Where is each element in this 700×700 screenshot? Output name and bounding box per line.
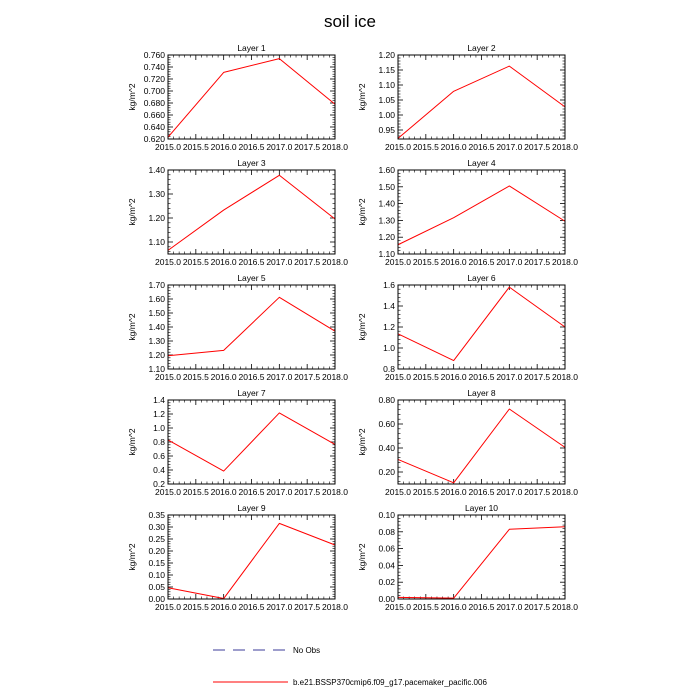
y-tick-label: 1.4 bbox=[383, 301, 395, 311]
x-tick-label: 2015.0 bbox=[155, 372, 181, 382]
x-tick-label: 2018.0 bbox=[552, 142, 578, 152]
y-tick-label: 0.8 bbox=[383, 364, 395, 374]
x-tick-label: 2015.5 bbox=[182, 602, 209, 612]
y-tick-label: 0.20 bbox=[148, 546, 165, 556]
y-tick-label: 1.30 bbox=[148, 189, 165, 199]
x-tick-label: 2016.0 bbox=[440, 142, 467, 152]
y-tick-label: 1.30 bbox=[148, 336, 165, 346]
y-tick-label: 0.40 bbox=[378, 443, 395, 453]
y-axis-label: kg/m^2 bbox=[127, 198, 137, 226]
x-tick-label: 2015.0 bbox=[385, 602, 411, 612]
x-tick-label: 2016.5 bbox=[468, 487, 495, 497]
x-tick-label: 2015.5 bbox=[412, 142, 439, 152]
y-tick-label: 0.620 bbox=[143, 134, 165, 144]
panel-title: Layer 10 bbox=[464, 503, 499, 513]
y-axis-label: kg/m^2 bbox=[357, 83, 367, 111]
x-tick-label: 2017.0 bbox=[266, 602, 293, 612]
panel-title: Layer 8 bbox=[467, 388, 496, 398]
x-tick-label: 2016.5 bbox=[468, 142, 495, 152]
x-tick-label: 2018.0 bbox=[552, 602, 578, 612]
x-tick-label: 2017.0 bbox=[266, 142, 293, 152]
y-tick-label: 1.2 bbox=[153, 409, 165, 419]
y-tick-label: 0.30 bbox=[148, 522, 165, 532]
y-axis-label: kg/m^2 bbox=[357, 313, 367, 341]
y-tick-label: 1.15 bbox=[378, 65, 395, 75]
x-tick-label: 2017.5 bbox=[294, 257, 321, 267]
y-axis-label: kg/m^2 bbox=[357, 543, 367, 571]
x-tick-label: 2016.0 bbox=[210, 602, 237, 612]
x-tick-label: 2016.0 bbox=[440, 602, 467, 612]
y-tick-label: 1.10 bbox=[148, 237, 165, 247]
y-tick-label: 1.0 bbox=[383, 343, 395, 353]
y-tick-label: 0.4 bbox=[153, 465, 165, 475]
y-tick-label: 0.05 bbox=[148, 582, 165, 592]
x-tick-label: 2018.0 bbox=[552, 257, 578, 267]
x-tick-label: 2015.5 bbox=[182, 372, 209, 382]
legend-label: No Obs bbox=[293, 646, 321, 655]
y-tick-label: 0.700 bbox=[143, 86, 165, 96]
x-tick-label: 2015.0 bbox=[385, 372, 411, 382]
panel-title: Layer 9 bbox=[237, 503, 266, 513]
y-tick-label: 1.0 bbox=[153, 423, 165, 433]
y-tick-label: 0.10 bbox=[148, 570, 165, 580]
y-tick-label: 0.680 bbox=[143, 98, 165, 108]
x-tick-label: 2015.0 bbox=[155, 142, 181, 152]
x-tick-label: 2016.0 bbox=[210, 487, 237, 497]
x-tick-label: 2016.0 bbox=[210, 372, 237, 382]
y-tick-label: 1.50 bbox=[378, 181, 395, 192]
x-tick-label: 2016.5 bbox=[468, 602, 495, 612]
y-axis-label: kg/m^2 bbox=[357, 198, 367, 226]
y-tick-label: 0.04 bbox=[378, 560, 395, 571]
y-tick-label: 0.6 bbox=[153, 451, 165, 461]
x-tick-label: 2018.0 bbox=[552, 372, 578, 382]
x-tick-label: 2015.0 bbox=[155, 257, 181, 267]
y-tick-label: 1.40 bbox=[148, 322, 165, 332]
y-tick-label: 1.20 bbox=[378, 50, 395, 60]
y-tick-label: 0.60 bbox=[378, 419, 395, 429]
y-tick-label: 0.25 bbox=[148, 534, 165, 544]
panel-title: Layer 6 bbox=[467, 273, 496, 283]
y-axis-label: kg/m^2 bbox=[127, 543, 137, 571]
y-tick-label: 1.10 bbox=[378, 80, 395, 90]
y-axis-label: kg/m^2 bbox=[127, 428, 137, 456]
x-tick-label: 2015.5 bbox=[182, 257, 209, 267]
x-tick-label: 2015.0 bbox=[385, 257, 411, 267]
x-tick-label: 2016.0 bbox=[440, 257, 467, 267]
y-tick-label: 0.06 bbox=[378, 543, 395, 554]
x-tick-label: 2015.0 bbox=[155, 602, 181, 612]
x-tick-label: 2017.5 bbox=[524, 257, 551, 267]
x-tick-label: 2016.5 bbox=[238, 257, 265, 267]
y-tick-label: 1.6 bbox=[383, 280, 395, 290]
y-tick-label: 0.8 bbox=[153, 437, 165, 447]
y-axis-label: kg/m^2 bbox=[127, 313, 137, 341]
y-tick-label: 0.35 bbox=[148, 510, 165, 520]
x-tick-label: 2017.5 bbox=[294, 142, 321, 152]
y-tick-label: 1.60 bbox=[378, 165, 395, 175]
y-tick-label: 0.720 bbox=[143, 74, 165, 84]
y-tick-label: 1.00 bbox=[378, 110, 395, 120]
y-tick-label: 1.4 bbox=[153, 395, 165, 405]
x-tick-label: 2015.5 bbox=[412, 372, 439, 382]
x-tick-label: 2016.5 bbox=[238, 142, 265, 152]
y-axis-label: kg/m^2 bbox=[357, 428, 367, 456]
panel-title: Layer 4 bbox=[467, 158, 496, 168]
x-tick-label: 2017.5 bbox=[294, 372, 321, 382]
y-tick-label: 1.10 bbox=[378, 249, 395, 259]
y-axis-label: kg/m^2 bbox=[127, 83, 137, 111]
y-tick-label: 1.20 bbox=[148, 350, 165, 360]
x-tick-label: 2017.5 bbox=[524, 142, 551, 152]
x-tick-label: 2017.0 bbox=[496, 142, 523, 152]
x-tick-label: 2018.0 bbox=[322, 602, 348, 612]
y-tick-label: 0.00 bbox=[148, 594, 165, 604]
y-tick-label: 1.20 bbox=[148, 213, 165, 223]
x-tick-label: 2016.0 bbox=[210, 142, 237, 152]
y-tick-label: 0.660 bbox=[143, 110, 165, 120]
x-tick-label: 2017.0 bbox=[496, 602, 523, 612]
x-tick-label: 2015.5 bbox=[412, 602, 439, 612]
y-tick-label: 1.40 bbox=[378, 198, 395, 209]
x-tick-label: 2015.0 bbox=[155, 487, 181, 497]
x-tick-label: 2017.5 bbox=[524, 372, 551, 382]
x-tick-label: 2017.0 bbox=[266, 487, 293, 497]
y-tick-label: 1.20 bbox=[378, 232, 395, 243]
panel-title: Layer 5 bbox=[237, 273, 266, 283]
y-tick-label: 0.15 bbox=[148, 558, 165, 568]
y-tick-label: 0.740 bbox=[143, 62, 165, 72]
x-tick-label: 2018.0 bbox=[322, 487, 348, 497]
x-tick-label: 2015.5 bbox=[182, 487, 209, 497]
y-tick-label: 0.640 bbox=[143, 122, 165, 132]
y-tick-label: 0.80 bbox=[378, 395, 395, 405]
x-tick-label: 2017.0 bbox=[496, 487, 523, 497]
x-tick-label: 2016.5 bbox=[468, 372, 495, 382]
x-tick-label: 2016.0 bbox=[440, 372, 467, 382]
x-tick-label: 2016.0 bbox=[440, 487, 467, 497]
y-tick-label: 0.00 bbox=[378, 594, 395, 604]
y-tick-label: 0.20 bbox=[378, 467, 395, 477]
y-tick-label: 0.10 bbox=[378, 510, 395, 520]
x-tick-label: 2017.0 bbox=[496, 257, 523, 267]
x-tick-label: 2017.5 bbox=[294, 602, 321, 612]
x-tick-label: 2017.0 bbox=[266, 257, 293, 267]
x-tick-label: 2016.5 bbox=[238, 372, 265, 382]
x-tick-label: 2016.5 bbox=[238, 487, 265, 497]
x-tick-label: 2015.0 bbox=[385, 142, 411, 152]
y-tick-label: 1.05 bbox=[378, 95, 395, 105]
y-tick-label: 0.95 bbox=[378, 125, 395, 135]
y-tick-label: 1.10 bbox=[148, 364, 165, 374]
y-tick-label: 1.2 bbox=[383, 322, 395, 332]
y-tick-label: 1.50 bbox=[148, 308, 165, 318]
x-tick-label: 2015.5 bbox=[412, 257, 439, 267]
legend-label: b.e21.BSSP370cmip6.f09_g17.pacemaker_pacific.006 bbox=[293, 678, 487, 687]
y-tick-label: 0.02 bbox=[378, 577, 395, 588]
x-tick-label: 2017.5 bbox=[294, 487, 321, 497]
panel-title: Layer 7 bbox=[237, 388, 266, 398]
x-tick-label: 2016.0 bbox=[210, 257, 237, 267]
x-tick-label: 2015.0 bbox=[385, 487, 411, 497]
x-tick-label: 2018.0 bbox=[322, 372, 348, 382]
x-tick-label: 2017.5 bbox=[524, 487, 551, 497]
y-tick-label: 1.40 bbox=[148, 165, 165, 175]
x-tick-label: 2016.5 bbox=[468, 257, 495, 267]
panel-title: Layer 2 bbox=[467, 43, 496, 53]
x-tick-label: 2017.0 bbox=[266, 372, 293, 382]
y-tick-label: 1.30 bbox=[378, 215, 395, 226]
x-tick-label: 2017.0 bbox=[496, 372, 523, 382]
y-tick-label: 0.760 bbox=[143, 50, 165, 60]
y-tick-label: 0.08 bbox=[378, 526, 395, 537]
x-tick-label: 2018.0 bbox=[552, 487, 578, 497]
panel-title: Layer 1 bbox=[237, 43, 266, 53]
x-tick-label: 2015.5 bbox=[412, 487, 439, 497]
y-tick-label: 0.2 bbox=[153, 479, 165, 489]
x-tick-label: 2018.0 bbox=[322, 257, 348, 267]
y-tick-label: 1.60 bbox=[148, 294, 165, 304]
x-tick-label: 2017.5 bbox=[524, 602, 551, 612]
panel-title: Layer 3 bbox=[237, 158, 266, 168]
x-tick-label: 2015.5 bbox=[182, 142, 209, 152]
y-tick-label: 1.70 bbox=[148, 280, 165, 290]
x-tick-label: 2016.5 bbox=[238, 602, 265, 612]
figure-title: soil ice bbox=[324, 12, 376, 31]
x-tick-label: 2018.0 bbox=[322, 142, 348, 152]
